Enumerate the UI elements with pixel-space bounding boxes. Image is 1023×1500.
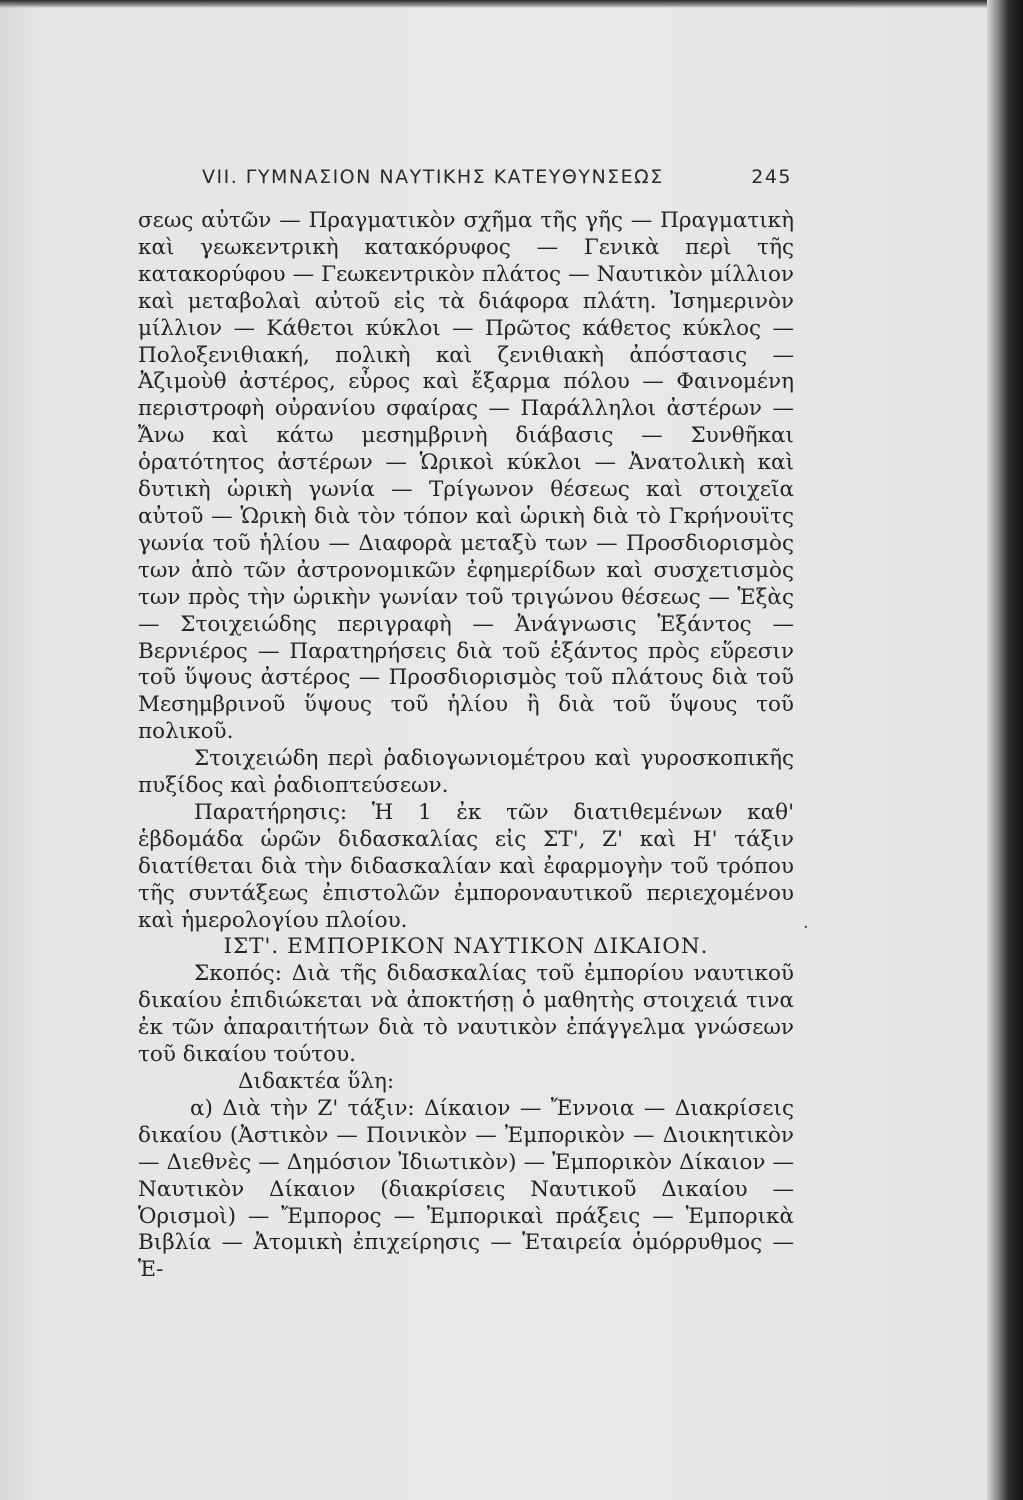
paragraph-note: Παρατήρησις: Ἡ 1 ἐκ τῶν διατιθεμένων καθ' ἑβδομάδα ὡρῶν διδασκαλίας εἰς ΣΤ', Ζ' καὶ Η' τάξιν διατίθεται διὰ τὴν διδασκαλίαν καὶ ἐφαρμογὴν τοῦ τρόπου τῆς συντάξεως ἐπιστολῶν ἐμποροναυτικοῦ περιεχομένου καὶ ἡμερολογίου πλοίου. [138, 799, 794, 933]
paragraph-continued: σεως αὐτῶν — Πραγματικὸν σχῆμα τῆς γῆς — Πραγματικὴ καὶ γεωκεντρικὴ κατακόρυφος — Γενικὰ περὶ τῆς κατακορύφου — Γεωκεντρικὸν πλάτος — Ναυτικὸν μίλλιον καὶ μεταβολαὶ αὐτοῦ εἰς τὰ διάφορα πλάτη. Ἰσημερινὸν μίλλιον — Κάθετοι κύκλοι — Πρῶτος κάθετος κύκλος — Πολοξενιθιακή, πολικὴ καὶ ζενιθιακὴ ἀπόστασις — Ἀζιμοὺθ ἀστέρος, εὖρος καὶ ἔξαρμα πόλου — Φαινομένη περιστροφὴ οὐρανίου σφαίρας — Παράλληλοι ἀστέρων — Ἄνω καὶ κάτω μεσημβρινὴ διάβασις — Συνθῆκαι ὁρατότητος ἀστέρων — Ὡρικοὶ κύκλοι — Ἀνατολικὴ καὶ δυτικὴ ὡρικὴ γωνία — Τρίγωνον θέσεως καὶ στοιχεῖα αὐτοῦ — Ὡρικὴ διὰ τὸν τόπον καὶ ὡρικὴ διὰ τὸ Γκρήνουϊτς γωνία τοῦ ἡλίου — Διαφορὰ μεταξὺ των — Προσδιορισμὸς των ἀπὸ τῶν ἀστρονομικῶν ἐφημερίδων καὶ συσχετισμὸς των πρὸς τὴν ὡρικὴν γωνίαν τοῦ τριγώνου θέσεως — Ἑξὰς — Στοιχειώδης περιγραφὴ — Ἀνάγνωσις Ἑξάντος — Βερνιέρος — Παρατηρήσεις διὰ τοῦ ἑξάντος πρὸς εὕρεσιν τοῦ ὕψους ἀστέρος — Προσδιορισμὸς τοῦ πλάτους διὰ τοῦ Μεσημβρινοῦ ὕψους τοῦ ἡλίου ἢ διὰ τοῦ ὕψους τοῦ πολικοῦ. [138, 208, 794, 745]
paragraph-syllabus-heading: Διδακτέα ὕλη: [238, 1069, 395, 1094]
running-title: VII. ΓΥΜΝΑΣΙΟΝ ΝΑΥΤΙΚΗΣ ΚΑΤΕΥΘΥΝΣΕΩΣ [202, 166, 664, 188]
section-title: ΙΣΤ'. ΕΜΠΟΡΙΚΟΝ ΝΑΥΤΙΚΟΝ ΔΙΚΑΙΟΝ. [223, 934, 709, 960]
scan-right-edge [987, 0, 1023, 1500]
paragraph-purpose: Σκοπός: Διὰ τῆς διδασκαλίας τοῦ ἐμπορίου ναυτικοῦ δικαίου ἐπιδιώκεται νὰ ἀποκτήσῃ ὁ μαθητὴς στοιχειά τινα ἐκ τῶν ἀπαραιτήτων διὰ τὸ ναυτικὸν ἐπάγγελμα γνώσεων τοῦ δικαίου τούτου. [138, 961, 794, 1068]
running-header [202, 166, 792, 188]
scan-top-edge [0, 0, 1023, 8]
paragraph-radio: Στοιχειώδη περὶ ῥαδιογωνιομέτρου καὶ γυροσκοπικῆς πυξίδος καὶ ῥαδιοπτεύσεων. [138, 746, 794, 799]
paragraph-syllabus-a: α) Διὰ τὴν Ζ' τάξιν: Δίκαιον — Ἔννοια — Διακρίσεις δικαίου (Ἀστικὸν — Ποινικὸν — Ἐμπορικὸν — Διοικητικὸν — Διεθνὲς — Δημόσιον Ἰδιωτικὸν) — Ἐμπορικὸν Δίκαιον — Ναυτικὸν Δίκαιον (διακρίσεις Ναυτικοῦ Δικαίου — Ὁρισμοὶ) — Ἔμπορος — Ἐμπορικαὶ πράξεις — Ἐμπορικὰ Βιβλία — Ἀτομικὴ ἐπιχείρησις — Ἑταιρεία ὁμόρρυθμος — Ἑ- [138, 1095, 794, 1283]
body-text [138, 208, 794, 1284]
page-number: 245 [751, 166, 792, 188]
margin-mark: · [803, 917, 809, 938]
